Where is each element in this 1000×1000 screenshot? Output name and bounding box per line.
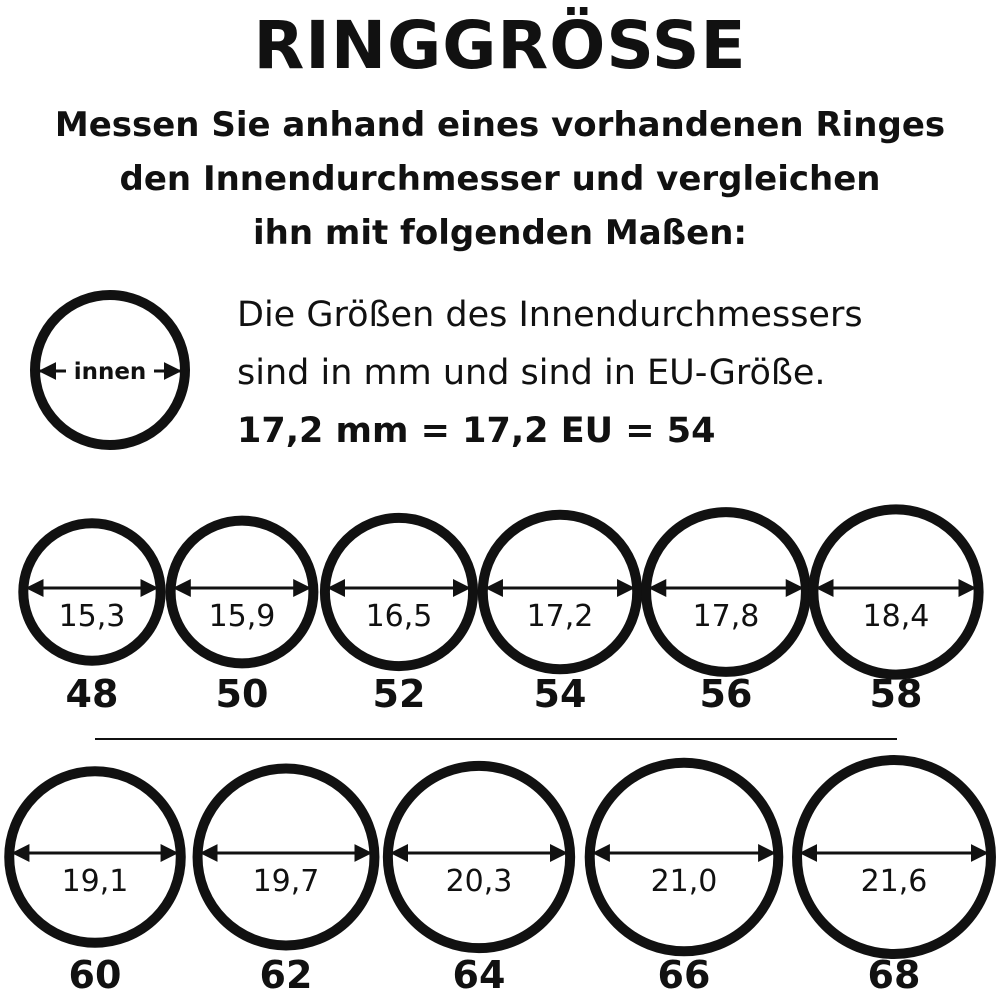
info-line: Die Größen des Innendurchmessers xyxy=(237,295,863,335)
info-line: sind in mm und sind in EU-Größe. xyxy=(237,353,826,393)
ring-eu-size-label: 68 xyxy=(867,953,921,997)
ring-diameter-label: 15,9 xyxy=(208,599,276,634)
ring-diameter-label: 17,2 xyxy=(526,599,594,634)
ring-diameter-label: 15,3 xyxy=(58,599,126,634)
ring-eu-size-label: 62 xyxy=(259,953,313,997)
ring-eu-size-label: 48 xyxy=(65,672,119,716)
ring-outline xyxy=(590,763,779,952)
ring-eu-size-label: 52 xyxy=(372,672,426,716)
ring-eu-size-label: 58 xyxy=(869,672,923,716)
ring-outline xyxy=(813,509,978,674)
ring-outline xyxy=(325,518,473,666)
instruction-line: Messen Sie anhand eines vorhandenen Ringes xyxy=(54,105,946,145)
ring-size-item xyxy=(797,760,991,997)
ring-size-item xyxy=(9,771,181,997)
ring-outline xyxy=(646,512,806,672)
ring-outline xyxy=(483,515,637,669)
ring-diameter-label: 20,3 xyxy=(445,864,513,899)
instruction-line: ihn mit folgenden Maßen: xyxy=(252,213,747,253)
ring-diameter-label: 18,4 xyxy=(862,599,930,634)
ring-outline xyxy=(797,760,991,954)
size-example: 17,2 mm = 17,2 EU = 54 xyxy=(237,411,716,451)
ring-eu-size-label: 64 xyxy=(452,953,506,997)
ring-size-item xyxy=(198,769,375,997)
ring-size-item xyxy=(813,509,978,716)
ring-eu-size-label: 66 xyxy=(657,953,711,997)
ring-outline xyxy=(9,771,181,943)
ring-eu-size-label: 54 xyxy=(533,672,587,716)
ring-eu-size-label: 56 xyxy=(699,672,753,716)
ring-diameter-label: 19,7 xyxy=(252,864,320,899)
ring-diameter-label: 19,1 xyxy=(61,864,129,899)
ring-eu-size-label: 50 xyxy=(215,672,269,716)
ring-outline xyxy=(171,521,314,664)
ring-outline xyxy=(198,769,375,946)
row-divider xyxy=(95,738,897,740)
ring-size-item xyxy=(646,512,806,716)
ring-eu-size-label: 60 xyxy=(68,953,122,997)
ring-size-item xyxy=(388,766,570,997)
ring-diameter-label: 16,5 xyxy=(365,599,433,634)
ring-outline xyxy=(388,766,570,948)
ring-size-item xyxy=(590,763,779,997)
ring-grid xyxy=(9,509,991,997)
ring-size-item xyxy=(171,521,314,716)
ring-size-item xyxy=(483,515,637,716)
ring-diameter-label: 21,0 xyxy=(650,864,718,899)
instruction-line: den Innendurchmesser und vergleichen xyxy=(119,159,881,199)
legend-label: innen xyxy=(73,359,147,385)
ring-diameter-label: 17,8 xyxy=(692,599,760,634)
page-title: RINGGRÖSSE xyxy=(253,7,747,84)
ring-outline xyxy=(23,523,160,660)
legend-ring xyxy=(35,295,185,445)
ring-size-item xyxy=(23,523,160,716)
ring-diameter-label: 21,6 xyxy=(860,864,928,899)
ring-size-item xyxy=(325,518,473,716)
